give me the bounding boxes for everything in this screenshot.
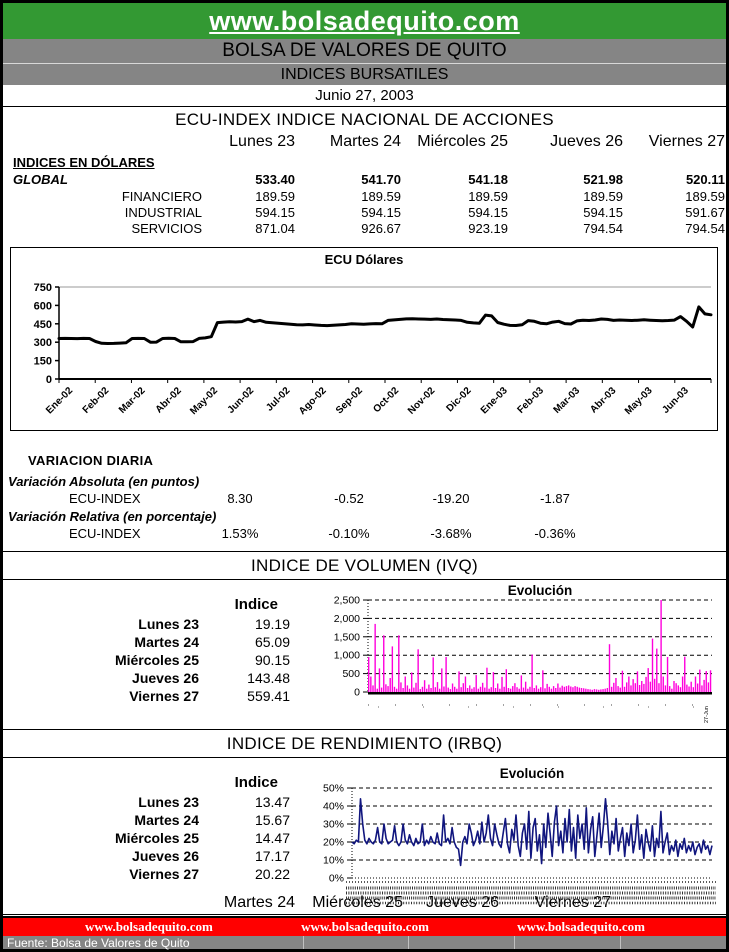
index-value: 794.54 bbox=[583, 221, 623, 236]
index-value: 594.15 bbox=[468, 205, 508, 220]
divider bbox=[3, 729, 726, 730]
variation-value: -0.10% bbox=[328, 526, 370, 541]
index-table-row bbox=[3, 188, 726, 204]
table-row bbox=[3, 688, 293, 705]
footer-cell-divider bbox=[620, 936, 621, 949]
svg-text:Ene-03: Ene-03 bbox=[478, 385, 510, 417]
svg-text:10%: 10% bbox=[322, 854, 344, 867]
index-value: 541.70 bbox=[361, 172, 401, 187]
variation-value: 1.53% bbox=[221, 526, 259, 541]
svg-text:50%: 50% bbox=[322, 782, 344, 795]
svg-text:1,000: 1,000 bbox=[333, 649, 360, 662]
day-header: Viernes 27 bbox=[648, 133, 725, 150]
section-title-irbq: INDICE DE RENDIMIENTO (IRBQ) bbox=[226, 733, 503, 753]
svg-text:Evolución: Evolución bbox=[499, 766, 565, 781]
day-label: Martes 24 bbox=[134, 634, 199, 650]
variation-abs-label: Variación Absoluta (en puntos) bbox=[8, 474, 200, 489]
svg-text:600: 600 bbox=[33, 300, 52, 313]
index-value: 65.09 bbox=[254, 634, 290, 650]
table-row bbox=[3, 794, 293, 811]
svg-text:Mar-03: Mar-03 bbox=[551, 385, 583, 416]
index-value: 189.59 bbox=[685, 189, 725, 204]
row-label: GLOBAL bbox=[13, 172, 68, 187]
index-value: 926.67 bbox=[361, 221, 401, 236]
svg-text:Ago-02: Ago-02 bbox=[296, 385, 329, 418]
index-value: 90.15 bbox=[254, 652, 290, 668]
index-value: 923.19 bbox=[468, 221, 508, 236]
table-row bbox=[3, 634, 293, 651]
footer-source-bar bbox=[3, 936, 726, 949]
source-text: Fuente: Bolsa de Valores de Quito bbox=[7, 935, 190, 950]
irbq-evolution-chart-wrap bbox=[300, 766, 722, 918]
index-value: 541.18 bbox=[468, 172, 508, 187]
footer-cell-divider bbox=[408, 936, 409, 949]
row-label: INDUSTRIAL bbox=[124, 205, 202, 220]
table-row bbox=[3, 670, 293, 687]
svg-text:Jun-03: Jun-03 bbox=[660, 385, 691, 416]
svg-text:Evolución: Evolución bbox=[507, 583, 573, 598]
site-url-link[interactable]: www.bolsadequito.com bbox=[209, 5, 520, 36]
variation-value: -3.68% bbox=[430, 526, 472, 541]
variation-rel-row bbox=[3, 526, 726, 542]
svg-text:Feb-03: Feb-03 bbox=[515, 385, 547, 416]
index-value: 17.17 bbox=[254, 848, 290, 864]
report-date: Junio 27, 2003 bbox=[315, 87, 414, 104]
index-value: 19.19 bbox=[254, 616, 290, 632]
index-table-day-headers bbox=[3, 133, 726, 153]
svg-text:750: 750 bbox=[33, 282, 52, 294]
svg-text:Dic-02: Dic-02 bbox=[444, 385, 474, 415]
ecu-dolares-line-chart bbox=[11, 248, 717, 430]
svg-text:20%: 20% bbox=[322, 836, 344, 849]
group-label-indices-dolares: INDICES EN DÓLARES bbox=[13, 155, 155, 170]
table-row bbox=[3, 848, 293, 865]
day-label: Viernes 27 bbox=[129, 866, 199, 882]
svg-text:Oct-02: Oct-02 bbox=[371, 385, 402, 416]
ivq-evolution-chart-wrap bbox=[300, 583, 722, 728]
svg-text:0: 0 bbox=[45, 374, 52, 386]
ivq-evolution-bar-chart bbox=[300, 583, 722, 728]
index-value: 189.59 bbox=[583, 189, 623, 204]
index-value: 13.47 bbox=[254, 794, 290, 810]
svg-text:Feb-02: Feb-02 bbox=[80, 385, 112, 416]
index-value: 189.59 bbox=[361, 189, 401, 204]
day-label: Lunes 23 bbox=[138, 616, 199, 632]
table-row bbox=[3, 812, 293, 829]
svg-text:May-03: May-03 bbox=[622, 385, 655, 418]
index-value: 594.15 bbox=[583, 205, 623, 220]
divider bbox=[3, 579, 726, 580]
index-value: 520.11 bbox=[685, 172, 725, 187]
day-header: Jueves 26 bbox=[426, 894, 499, 911]
index-value: 189.59 bbox=[255, 189, 295, 204]
day-header: Viernes 27 bbox=[534, 894, 611, 911]
footer-site-link[interactable]: www.bolsadequito.com bbox=[517, 919, 645, 934]
section-title-ivq: INDICE DE VOLUMEN (IVQ) bbox=[251, 555, 478, 575]
day-label: Martes 24 bbox=[134, 812, 199, 828]
day-header: Lunes 23 bbox=[229, 133, 295, 150]
index-value: 20.22 bbox=[254, 866, 290, 882]
index-value: 559.41 bbox=[247, 688, 290, 704]
svg-text:Jul-02: Jul-02 bbox=[264, 385, 293, 414]
ecu-dolares-chart-box bbox=[10, 247, 718, 431]
divider bbox=[3, 757, 726, 758]
day-label: Miércoles 25 bbox=[114, 830, 199, 846]
variation-title: VARIACION DIARIA bbox=[28, 453, 154, 468]
row-label: SERVICIOS bbox=[131, 221, 202, 236]
svg-text:Sep-02: Sep-02 bbox=[333, 385, 365, 417]
day-header: Miércoles 25 bbox=[312, 894, 403, 911]
index-value: 594.15 bbox=[255, 205, 295, 220]
svg-text:2,000: 2,000 bbox=[333, 612, 360, 625]
svg-text:May-02: May-02 bbox=[188, 385, 221, 418]
day-label: Jueves 26 bbox=[132, 848, 199, 864]
footer-site-link[interactable]: www.bolsadequito.com bbox=[301, 919, 429, 934]
index-value: 794.54 bbox=[685, 221, 725, 236]
index-value: 189.59 bbox=[468, 189, 508, 204]
svg-text:0%: 0% bbox=[328, 872, 344, 885]
svg-text:40%: 40% bbox=[322, 800, 344, 813]
row-label: FINANCIERO bbox=[121, 189, 202, 204]
page-subtitle: INDICES BURSATILES bbox=[3, 63, 726, 85]
svg-text:Nov-02: Nov-02 bbox=[405, 385, 438, 417]
row-label: ECU-INDEX bbox=[69, 491, 141, 506]
index-value: 143.48 bbox=[247, 670, 290, 686]
table-row bbox=[3, 652, 293, 669]
day-header: Martes 24 bbox=[223, 894, 295, 911]
table-row bbox=[3, 866, 293, 883]
svg-text:1,500: 1,500 bbox=[333, 631, 360, 644]
svg-text:Abr-03: Abr-03 bbox=[588, 385, 619, 416]
table-row bbox=[3, 616, 293, 633]
variation-abs-row bbox=[3, 491, 726, 507]
footer-site-link[interactable]: www.bolsadequito.com bbox=[85, 919, 213, 934]
section-title-ecu-index: ECU-INDEX INDICE NACIONAL DE ACCIONES bbox=[175, 109, 554, 129]
irbq-evolution-line-chart bbox=[300, 766, 722, 918]
table-row bbox=[3, 830, 293, 847]
row-label: ECU-INDEX bbox=[69, 526, 141, 541]
index-value: 594.15 bbox=[361, 205, 401, 220]
footer-cell-divider bbox=[514, 936, 515, 949]
svg-text:Abr-02: Abr-02 bbox=[153, 385, 184, 416]
day-header: Miércoles 25 bbox=[417, 133, 508, 150]
divider bbox=[3, 551, 726, 552]
day-label: Miércoles 25 bbox=[114, 652, 199, 668]
index-value: 871.04 bbox=[255, 221, 295, 236]
variation-value: -0.36% bbox=[534, 526, 576, 541]
variation-value: -0.52 bbox=[334, 491, 364, 506]
irbq-col-header: Indice bbox=[234, 774, 278, 791]
day-label: Lunes 23 bbox=[138, 794, 199, 810]
svg-text:ECU Dólares: ECU Dólares bbox=[324, 252, 404, 267]
index-table-row bbox=[3, 204, 726, 220]
svg-text:0: 0 bbox=[354, 686, 360, 699]
index-value: 591.67 bbox=[685, 205, 725, 220]
svg-text:2,500: 2,500 bbox=[333, 594, 360, 607]
svg-text:500: 500 bbox=[342, 668, 360, 681]
day-header: Martes 24 bbox=[329, 133, 401, 150]
ivq-col-header: Indice bbox=[234, 596, 278, 613]
page-title: BOLSA DE VALORES DE QUITO bbox=[3, 39, 726, 63]
index-table-row bbox=[3, 220, 726, 236]
variation-value: -19.20 bbox=[432, 491, 470, 506]
day-label: Viernes 27 bbox=[129, 688, 199, 704]
divider bbox=[3, 914, 726, 915]
svg-text:Mar-02: Mar-02 bbox=[116, 385, 148, 416]
index-value: 14.47 bbox=[254, 830, 290, 846]
svg-text:450: 450 bbox=[33, 318, 52, 331]
variation-value: 8.30 bbox=[227, 491, 253, 506]
svg-text:30%: 30% bbox=[322, 818, 344, 831]
day-label: Jueves 26 bbox=[132, 670, 199, 686]
svg-text:Jun-02: Jun-02 bbox=[225, 385, 257, 416]
day-header: Jueves 26 bbox=[550, 133, 623, 150]
variation-value: -1.87 bbox=[540, 491, 570, 506]
variation-rel-label: Variación Relativa (en porcentaje) bbox=[8, 509, 217, 524]
svg-text:27-Jun: 27-Jun bbox=[704, 706, 710, 723]
index-value: 533.40 bbox=[255, 172, 295, 187]
footer-cell-divider bbox=[303, 936, 304, 949]
site-banner bbox=[3, 3, 726, 39]
svg-text:150: 150 bbox=[33, 355, 52, 368]
index-value: 15.67 bbox=[254, 812, 290, 828]
svg-text:Ene-02: Ene-02 bbox=[44, 385, 76, 417]
index-table-row bbox=[3, 171, 726, 187]
footer-red-bar bbox=[3, 916, 726, 936]
index-value: 521.98 bbox=[583, 172, 623, 187]
divider bbox=[3, 106, 726, 107]
svg-text:300: 300 bbox=[33, 337, 52, 350]
